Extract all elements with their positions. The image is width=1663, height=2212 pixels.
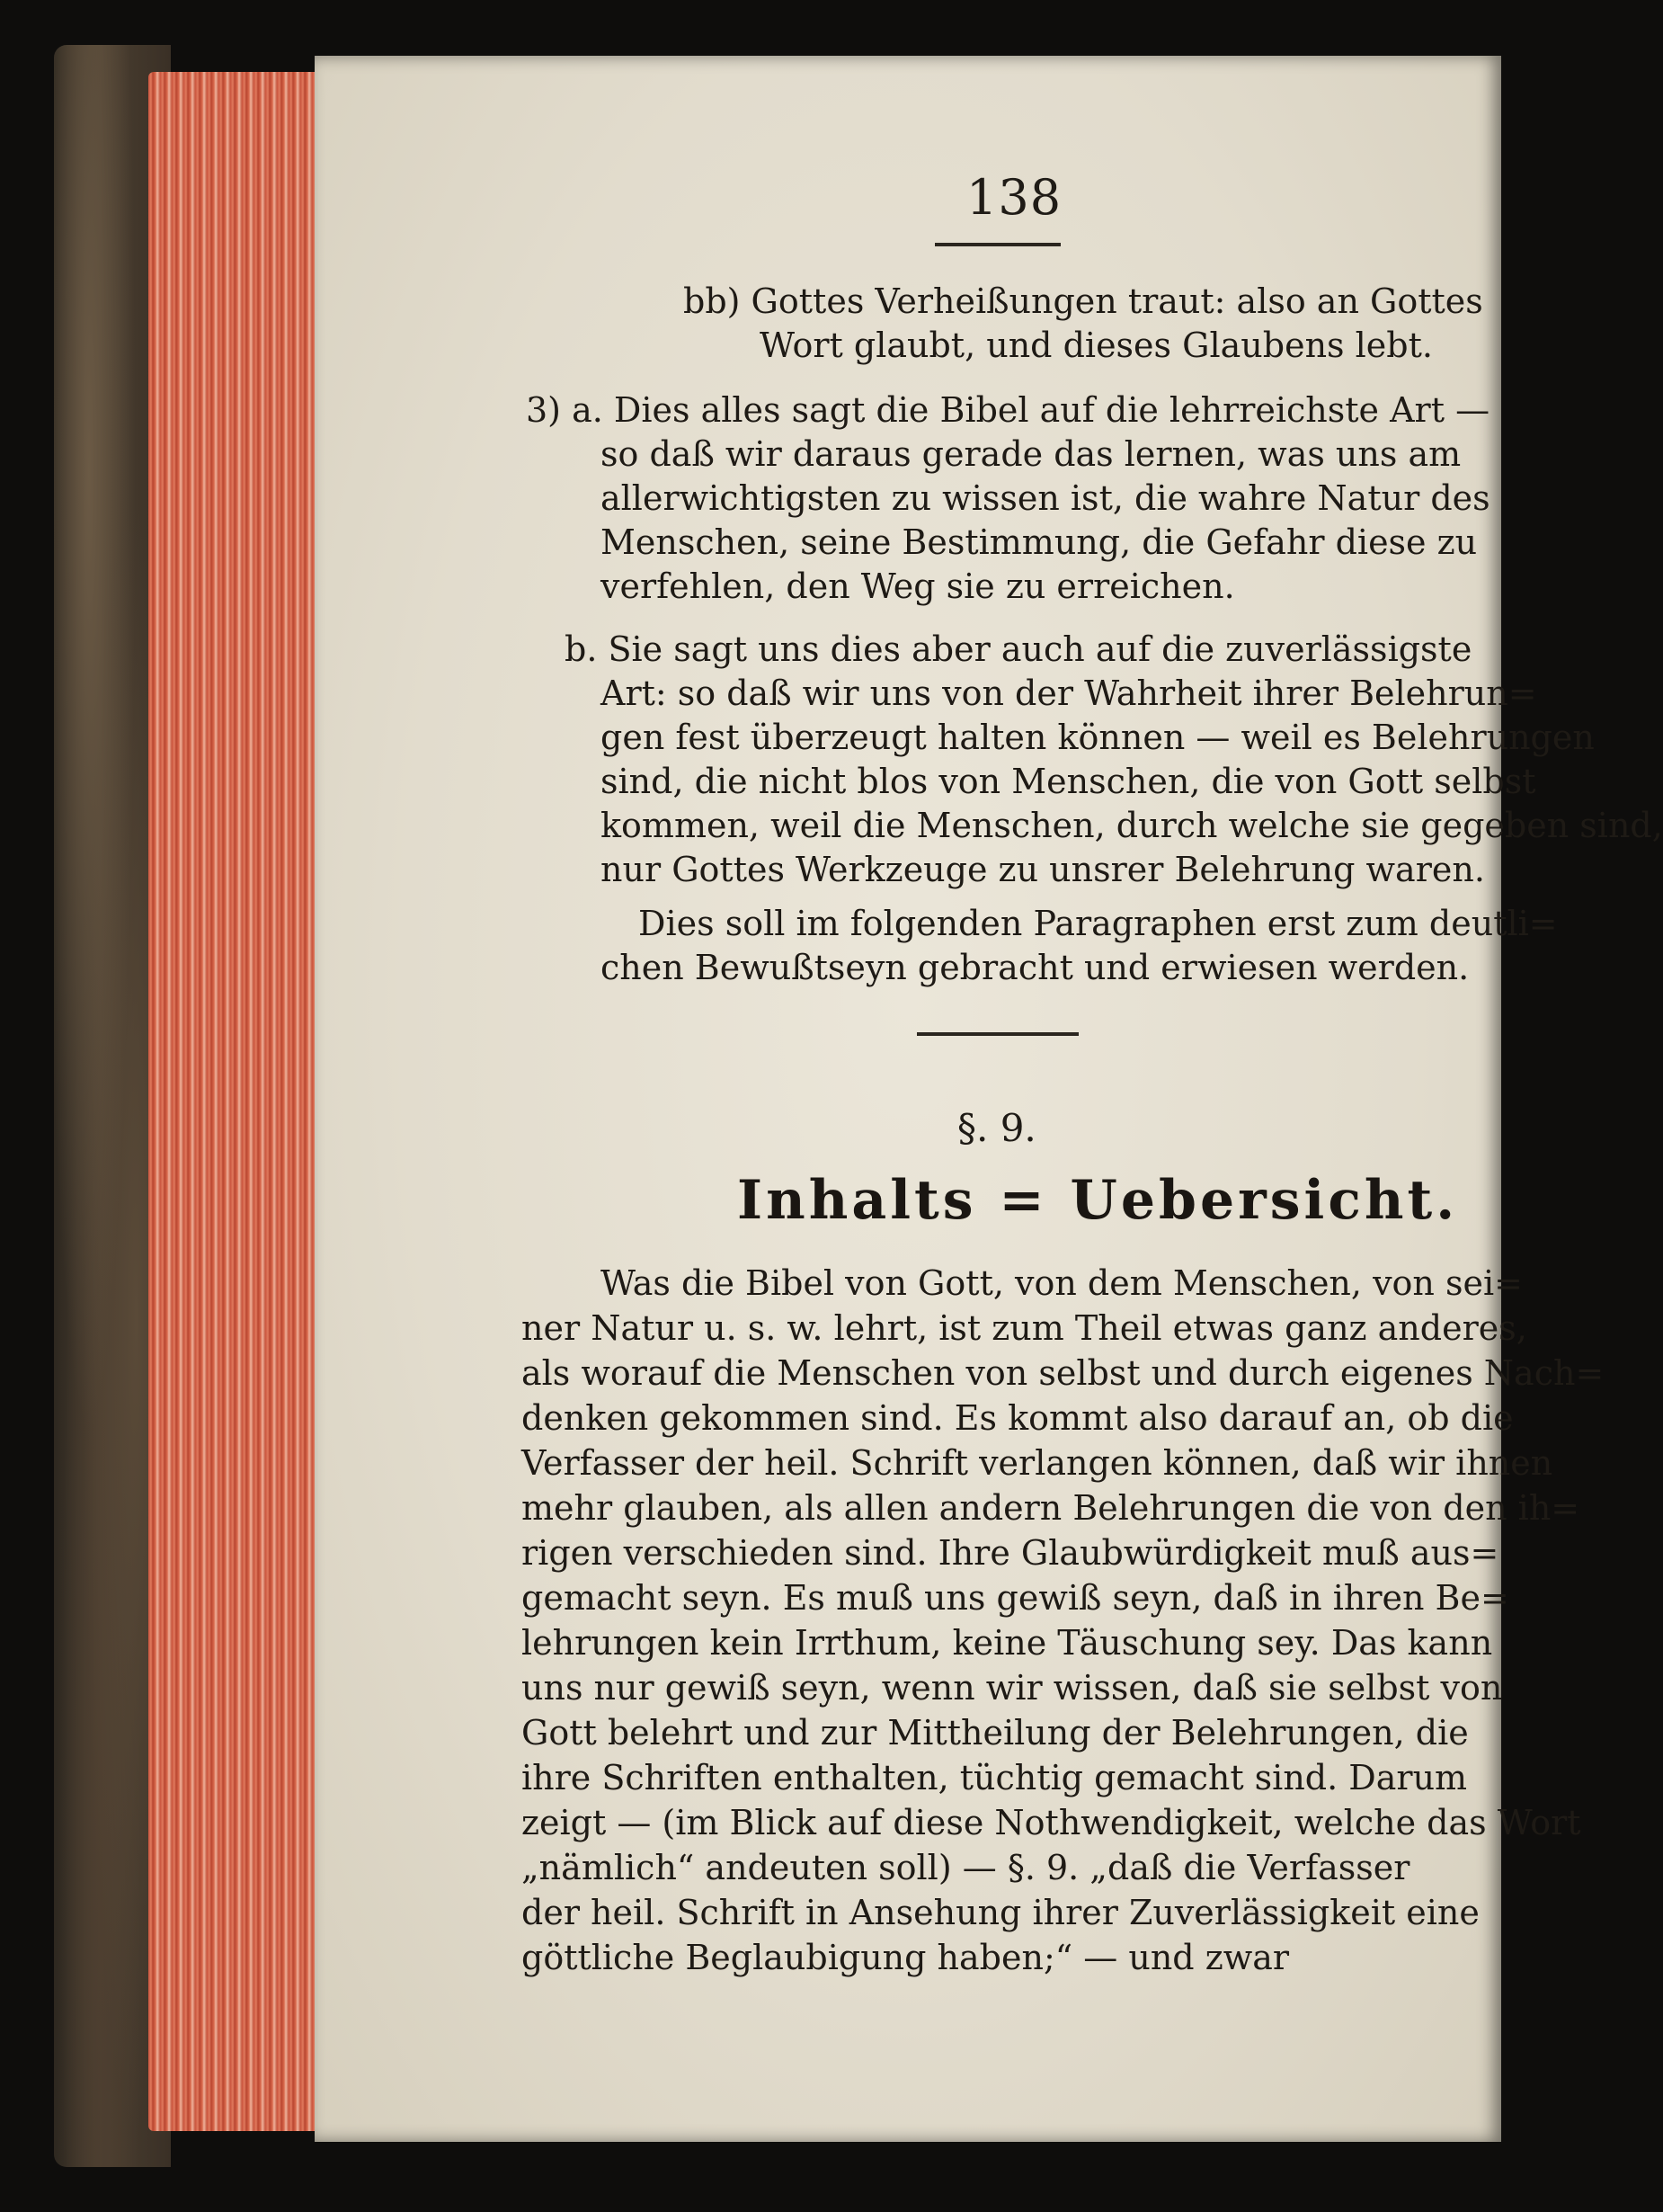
text-line: nur Gottes Werkzeuge zu unsrer Belehrung waren. [600,850,1485,889]
text-line: lehrungen kein Irrthum, keine Täuschung sey. Das kann [521,1623,1493,1663]
text-line: kommen, weil die Menschen, durch welche sie gegeben sind, [600,806,1663,845]
section-rule [917,1032,1079,1036]
text-line: als worauf die Menschen von selbst und durch eigenes Nach= [521,1353,1605,1393]
section-number: §. 9. [957,1106,1036,1150]
text-line: göttliche Beglaubigung haben;“ — und zwar [521,1938,1290,1977]
text-line: Dies soll im folgenden Paragraphen erst zum deutli= [638,904,1558,943]
text-line: allerwichtigsten zu wissen ist, die wahre Natur des [600,478,1490,518]
text-line: ner Natur u. s. w. lehrt, ist zum Theil etwas ganz anderes, [521,1308,1527,1348]
header-rule [935,243,1061,246]
text-line: rigen verschieden sind. Ihre Glaubwürdigkeit muß aus= [521,1533,1499,1573]
text-line: zeigt — (im Blick auf diese Nothwendigkeit, welche das Wort [521,1803,1581,1842]
text-line: b. Sie sagt uns dies aber auch auf die zuverlässigste [565,629,1472,669]
text-line: der heil. Schrift in Ansehung ihrer Zuverlässigkeit eine [521,1893,1480,1932]
section-heading: Inhalts = Uebersicht. [737,1169,1459,1232]
text-line: Menschen, seine Bestimmung, die Gefahr diese zu [600,522,1478,562]
text-line: verfehlen, den Weg sie zu erreichen. [600,566,1235,606]
text-line: Art: so daß wir uns von der Wahrheit ihrer Belehrun= [600,673,1537,713]
text-line: gemacht seyn. Es muß uns gewiß seyn, daß in ihren Be= [521,1578,1509,1618]
text-line: Was die Bibel von Gott, von dem Menschen, von sei= [600,1263,1523,1303]
text-line: „nämlich“ andeuten soll) — §. 9. „daß die Verfasser [521,1848,1410,1887]
page-edges [148,72,328,2131]
text-line: chen Bewußtseyn gebracht und erwiesen werden. [600,948,1470,987]
text-line: Gott belehrt und zur Mittheilung der Belehrungen, die [521,1713,1469,1753]
page-number: 138 [966,169,1063,226]
text-line: so daß wir daraus gerade das lernen, was uns am [600,434,1462,474]
text-line: ihre Schriften enthalten, tüchtig gemacht sind. Darum [521,1758,1468,1797]
text-line: denken gekommen sind. Es kommt also darauf an, ob die [521,1398,1514,1438]
text-line: gen fest überzeugt halten können — weil es Belehrungen [600,718,1595,757]
text-line: bb) Gottes Verheißungen traut: also an Gottes [683,281,1483,321]
text-line: Wort glaubt, und dieses Glaubens lebt. [760,326,1433,365]
text-line: sind, die nicht blos von Menschen, die von Gott selbst [600,762,1536,801]
text-line: Verfasser der heil. Schrift verlangen können, daß wir ihnen [521,1443,1553,1483]
text-line: mehr glauben, als allen andern Belehrungen die von den ih= [521,1488,1580,1528]
text-line: 3) a. Dies alles sagt die Bibel auf die lehrreichste Art — [526,390,1490,430]
text-line: uns nur gewiß seyn, wenn wir wissen, daß sie selbst von [521,1668,1503,1708]
